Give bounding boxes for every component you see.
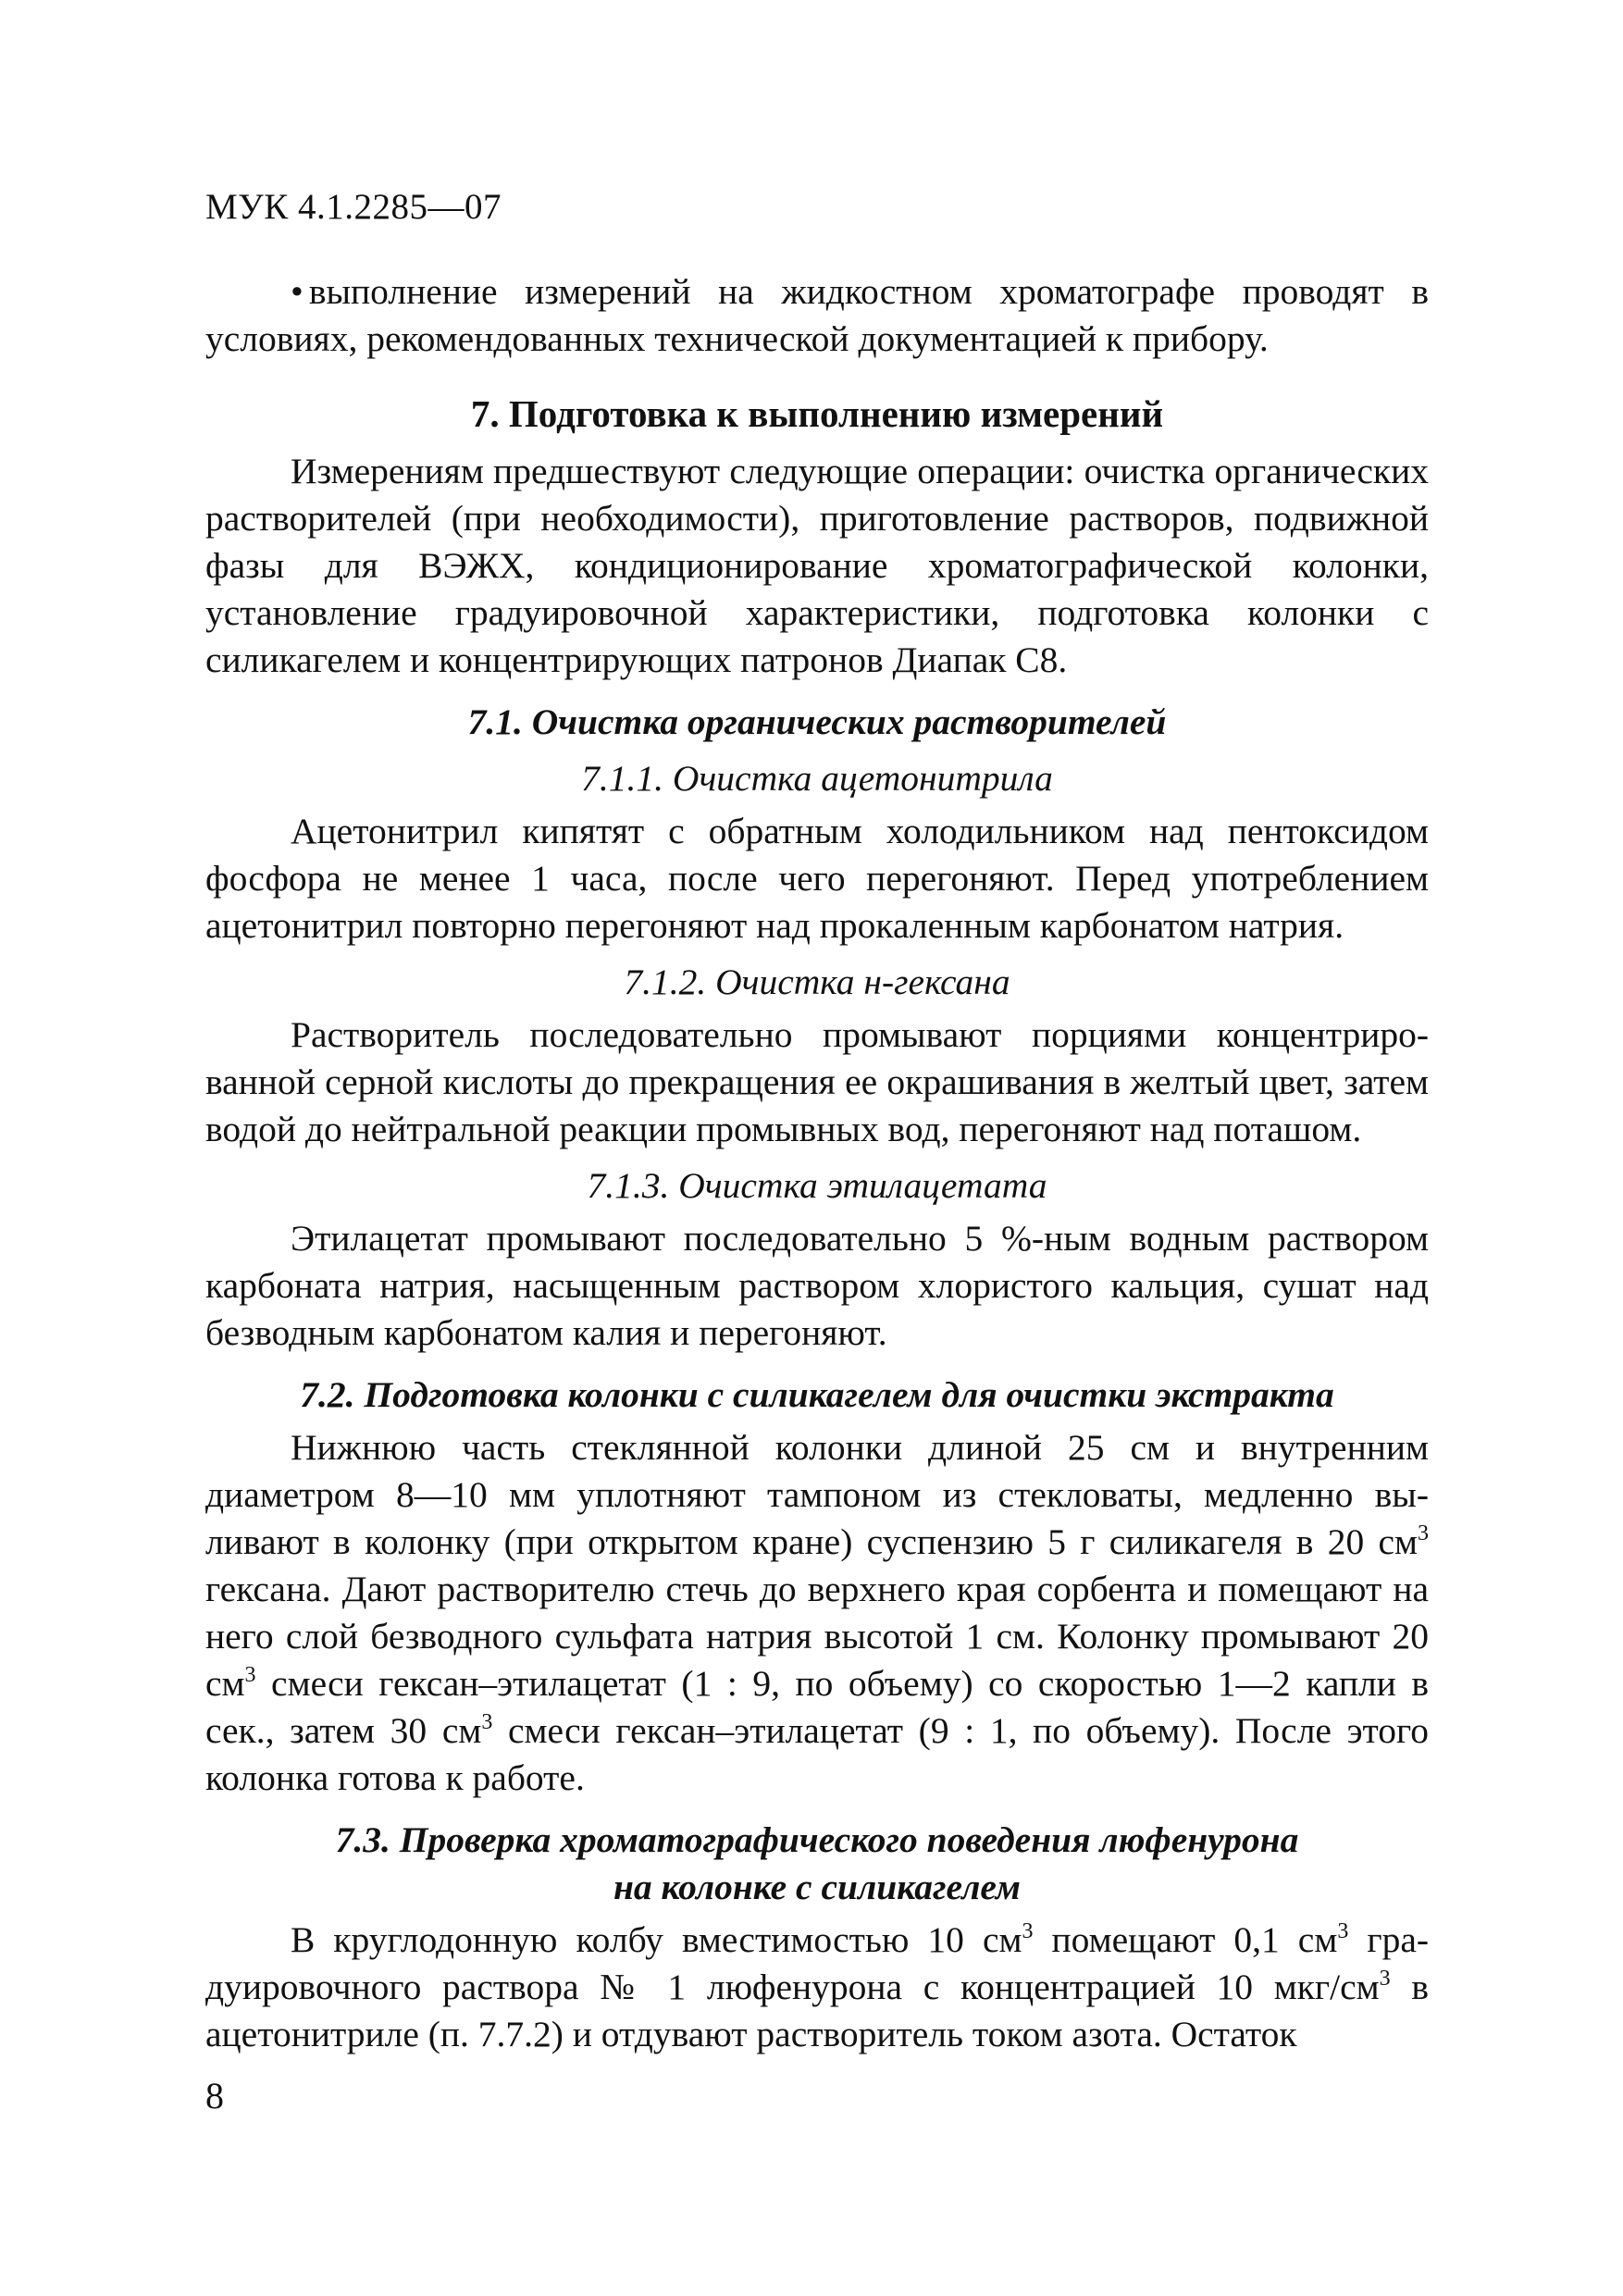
superscript: 3 bbox=[1379, 1967, 1391, 1991]
section-7-2-title: 7.2. Подготовка колонки с силикагелем для очистки экстракта bbox=[300, 1374, 1334, 1415]
s72-text-part-4: смеси гексан–этилацетат (9 : 1, по объему). После этого колонка готова к работе. bbox=[205, 1710, 1429, 1798]
section-7-3-title-line-1: 7.3. Проверка хроматографического поведения люфенурона bbox=[335, 1819, 1299, 1860]
section-7-3-title-line-2: на колонке с силикагелем bbox=[613, 1867, 1021, 1907]
s72-text-part-1: Нижнюю часть стеклянной колонки длиной 25 см и внутренним диаметром 8—10 мм уплотняют тампоном из стекловаты, медленно выливают в колонку (при открытом кране) суспензию 5 г силикагеля в 20 см bbox=[205, 1427, 1429, 1562]
section-7-title: 7. Подготовка к выполнению измерений bbox=[470, 392, 1164, 435]
section-7-1-2-title: 7.1.2. Очистка н-гексана bbox=[624, 962, 1010, 1002]
section-7-1-3-text: Этилацетат промывают последовательно 5 %-ным водным раствором карбоната натрия, насыщенным раствором хлористого кальция, сушат над безводным карбонатом калия и перегоняют. bbox=[205, 1218, 1429, 1353]
section-7-intro: Измерениям предшествуют следующие операции: очистка органических растворителей (при необходимости), приготовление растворов, подвижной фазы для ВЭЖХ, кондиционирование хроматографической колонки, установление градуировочной характеристики, подготовка колонки с силикагелем и концентрирующих патронов Диапак С8. bbox=[205, 451, 1429, 680]
superscript: 3 bbox=[481, 1710, 493, 1734]
superscript: 3 bbox=[1418, 1521, 1429, 1545]
section-7-1-3-title: 7.1.3. Очистка этилацетата bbox=[587, 1165, 1047, 1206]
bullet-text: выполнение измерений на жидкостном хроматографе проводят в условиях, рекомендованных технической документацией к прибору. bbox=[205, 271, 1429, 359]
section-7-1-2-text: Растворитель последовательно промывают порциями концентрированной серной кислоты до прекращения ее окрашивания в желтый цвет, затем водой до нейтральной реакции промывных вод, перегоняют над поташом. bbox=[205, 1014, 1429, 1149]
s73-text-part-1: В круглодонную колбу вместимостью 10 см bbox=[291, 1919, 1022, 1960]
s73-text-part-4: в ацетонитриле (п. 7.7.2) и отдувают растворитель током азота. Остаток bbox=[205, 1967, 1429, 2054]
superscript: 3 bbox=[244, 1663, 256, 1687]
section-7-3-text bbox=[205, 1917, 1429, 2058]
superscript: 3 bbox=[1022, 1919, 1034, 1943]
s73-text-part-2: помещают 0,1 см bbox=[1033, 1919, 1338, 1960]
superscript: 3 bbox=[1337, 1919, 1349, 1943]
section-7-1-1-title: 7.1.1. Очистка ацетонитрила bbox=[581, 758, 1053, 799]
s72-text-part-3: смеси гексан–этилацетат (1 : 9, по объему) со скоростью 1—2 капли в сек., затем 30 см bbox=[205, 1663, 1429, 1751]
s72-text-part-2: гексана. Дают растворителю стечь до верхнего края сорбента и помещают на него слой безводного сульфата натрия высотой 1 см. Колонку промывают 20 см bbox=[205, 1569, 1429, 1704]
section-7-3-title bbox=[205, 1817, 1429, 1911]
bullet-icon: • bbox=[291, 271, 304, 312]
s73-text-part-3: градуировочного раствора № 1 люфенурона с концентрацией 10 мкг/см bbox=[205, 1919, 1430, 2007]
bullet-paragraph bbox=[205, 268, 1429, 363]
section-7-1-1-text: Ацетонитрил кипятят с обратным холодильником над пентоксидом фосфора не менее 1 часа, после чего перегоняют. Перед употреблением ацетонитрил повторно перегоняют над прокаленным карбонатом натрия. bbox=[205, 811, 1429, 946]
page-number: 8 bbox=[205, 2075, 224, 2116]
page-content bbox=[205, 268, 1429, 2058]
document-header: МУК 4.1.2285—07 bbox=[205, 187, 502, 227]
section-7-2-text bbox=[205, 1424, 1429, 1802]
section-7-1-title: 7.1. Очистка органических растворителей bbox=[467, 701, 1167, 742]
